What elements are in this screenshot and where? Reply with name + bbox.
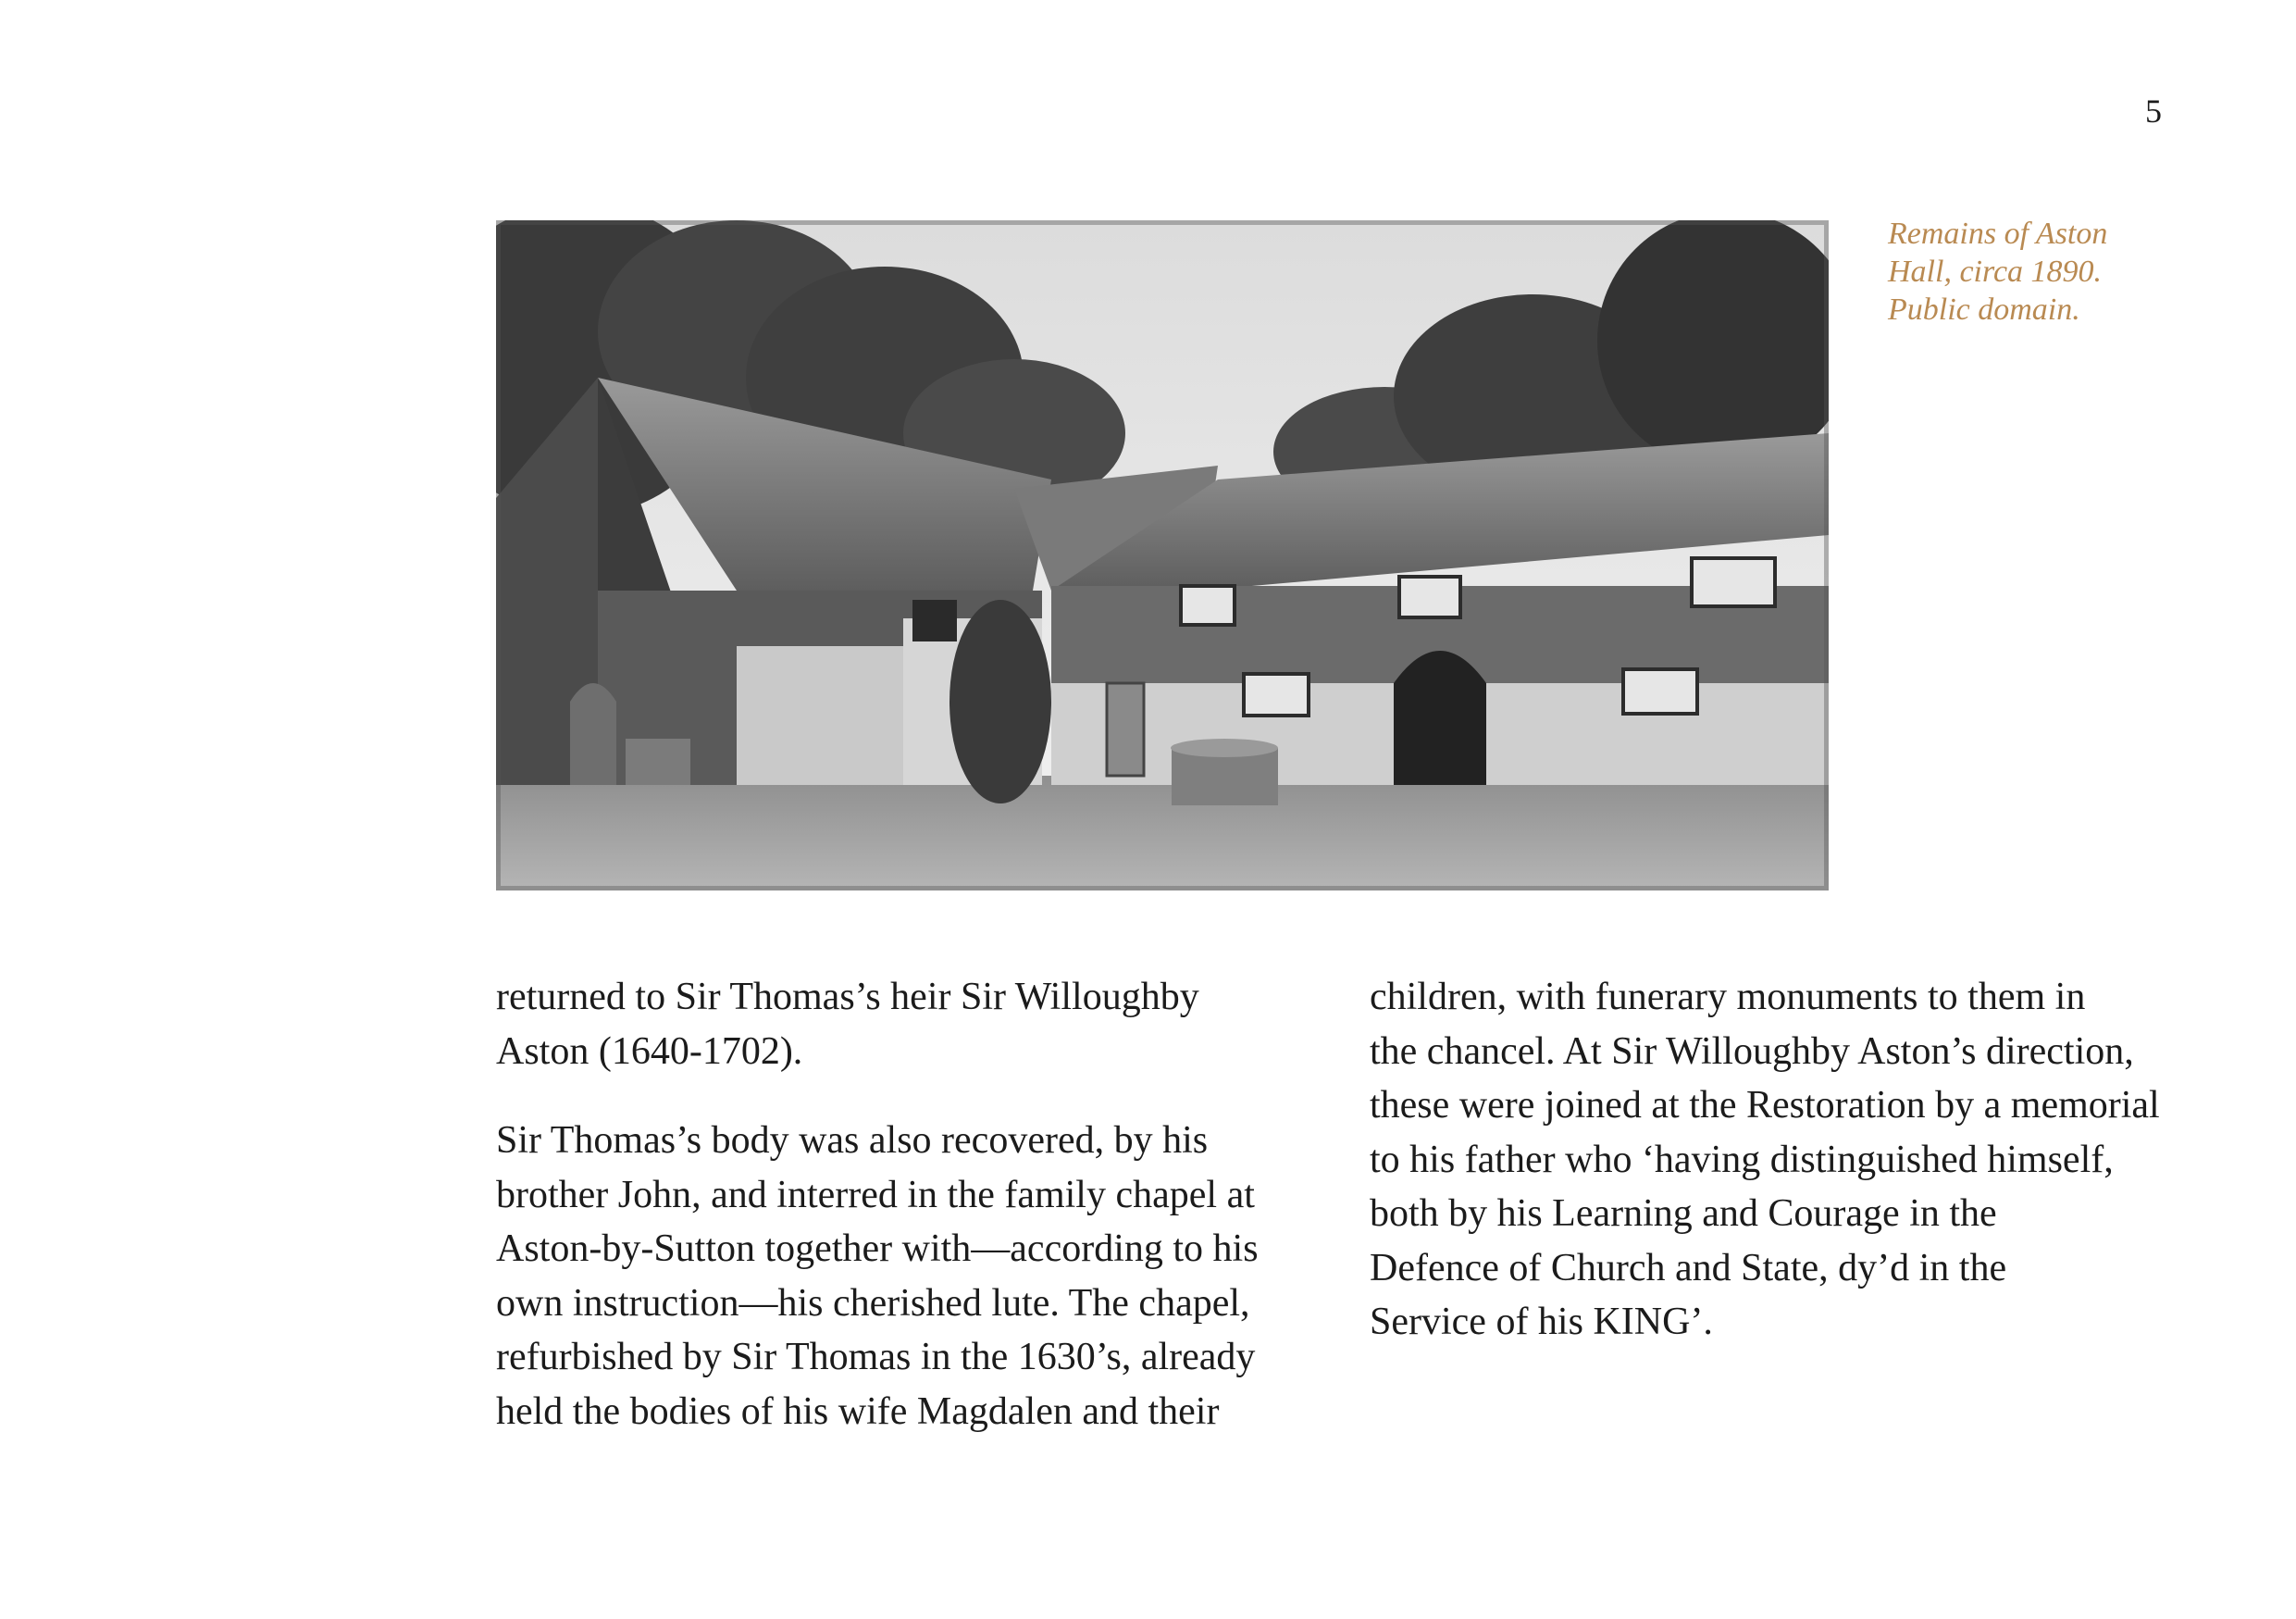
text-line: brother John, and interred in the family chapel at [496,1173,1255,1216]
text-line: Aston-by-Sutton together with—according to his [496,1227,1259,1270]
figure-caption [1888,215,2166,329]
photo-illustration [496,220,1829,890]
aston-hall-photograph [496,220,1829,890]
text-line: children, with funerary monuments to them in [1370,976,2086,1018]
paragraph [1370,970,2166,1350]
text-line: these were joined at the Restoration by a memorial [1370,1084,2160,1127]
text-line: returned to Sir Thomas’s heir Sir Willoughby [496,976,1199,1018]
text-line: Service of his KING’. [1370,1301,1713,1343]
text-line: held the bodies of his wife Magdalen and their [496,1389,1220,1433]
paragraph [496,970,1310,1078]
text-line: refurbished by Sir Thomas in the 1630’s, already [496,1336,1256,1378]
text-column-left [496,970,1310,1474]
text-line: Defence of Church and State, dy’d in the [1370,1246,2007,1289]
caption-line: Hall, circa 1890. [1888,255,2103,289]
text-column-right [1370,970,2166,1385]
text-line: own instruction—his cherished lute. The chapel, [496,1281,1250,1325]
caption-line: Remains of Aston [1888,217,2108,251]
text-line: Sir Thomas’s body was also recovered, by his [496,1119,1209,1162]
text-line: Aston (1640-1702). [496,1029,803,1073]
page-number: 5 [2145,93,2162,130]
text-line: the chancel. At Sir Willoughby Aston’s direction, [1370,1029,2134,1073]
paragraph [496,1114,1310,1438]
caption-line: Public domain. [1888,293,2080,327]
text-line: both by his Learning and Courage in the [1370,1192,1997,1235]
text-line: to his father who ‘having distinguished himself, [1370,1138,2114,1181]
